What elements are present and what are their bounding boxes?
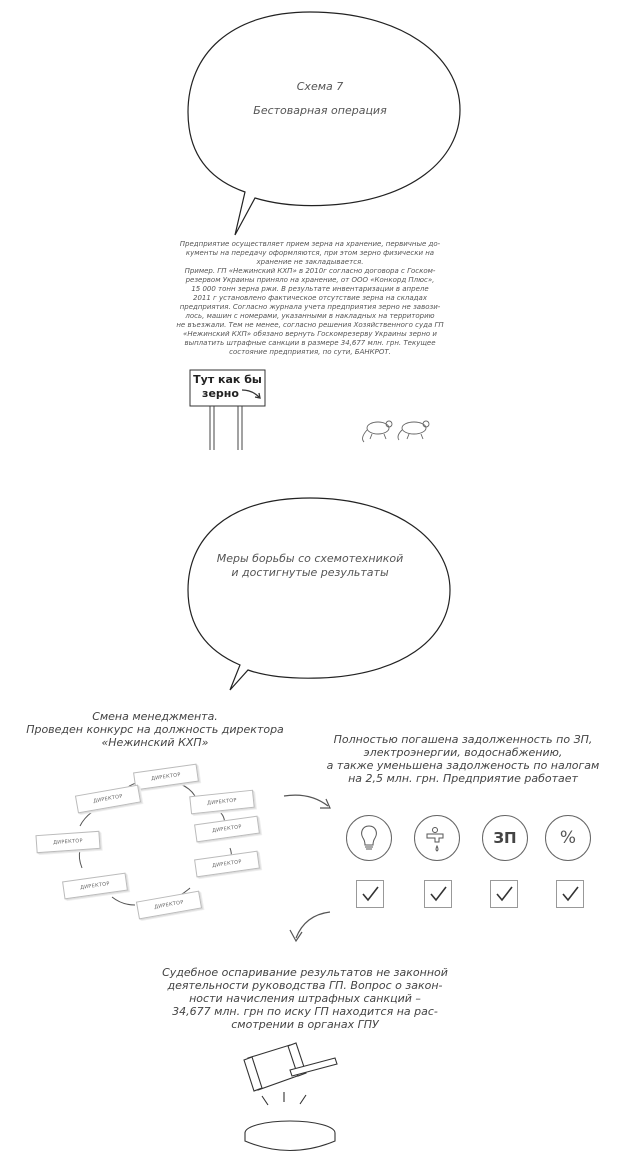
director-card: ДИРЕКТОР	[133, 764, 199, 791]
rats-drawing	[363, 421, 429, 442]
results-line-4: на 2,5 млн. грн. Предприятие работает	[348, 772, 578, 785]
salary-icon: ЗП	[482, 815, 528, 861]
management-line-2: Проведен конкурс на должность директора	[26, 723, 284, 736]
director-card: ДИРЕКТОР	[189, 790, 255, 815]
paragraph-line: Предприятие осуществляет прием зерна на хранение, первичные до-	[179, 240, 441, 248]
paragraph-line: 2011 г установлено фактическое отсутствие зерна на складах	[193, 294, 427, 302]
bubble-2-text	[200, 552, 420, 580]
paragraph-line: «Нежинский КХП» обязано вернуть Госкомрезерву Украины зерно и	[183, 330, 437, 338]
check-icon	[490, 880, 518, 908]
paragraph-line: выплатить штрафные санкции в размере 34,677 млн. грн. Текущее	[184, 339, 436, 347]
percent-icon: %	[545, 815, 591, 861]
management-line-1: Смена менеджмента.	[92, 710, 218, 723]
paragraph-line: состояние предприятия, по сути, БАНКРОТ.	[229, 348, 391, 356]
paragraph-line: хранение не закладывается.	[256, 258, 364, 266]
paragraph-line: 15 000 тонн зерна ржи. В результате инвентаризации в апреле	[191, 285, 429, 293]
speech-bubble-1	[188, 12, 460, 235]
paragraph-line: лось, машин с номерами, указанными в накладных на территорию	[185, 312, 435, 320]
paragraph-line: предприятия. Согласно журнала учета предприятия зерно не завози-	[179, 303, 441, 311]
lightbulb-icon	[346, 815, 392, 861]
court-line-5: смотрении в органах ГПУ	[231, 1018, 379, 1031]
director-card: ДИРЕКТОР	[194, 816, 260, 843]
check-icon	[356, 880, 384, 908]
bubble-1-subtitle: Бестоварная операция	[253, 104, 387, 117]
gavel-drawing	[244, 1043, 337, 1151]
bubble-2-line-2: и достигнутые результаты	[231, 566, 389, 579]
paragraph-line: Пример. ГП «Нежинский КХП» в 2010г согласно договора с Госком-	[184, 267, 436, 275]
director-card: ДИРЕКТОР	[35, 831, 100, 853]
check-icon	[556, 880, 584, 908]
management-text	[20, 710, 290, 749]
director-card: ДИРЕКТОР	[75, 785, 141, 814]
water-tap-icon	[414, 815, 460, 861]
results-line-3: а также уменьшена задолженость по налогам	[326, 759, 600, 772]
description-paragraph	[160, 240, 460, 357]
arrow-to-results	[284, 795, 328, 806]
sign-text	[190, 373, 265, 401]
director-card: ДИРЕКТОР	[194, 851, 260, 878]
paragraph-line: не въезжали. Тем не менее, согласно решения Хозяйственного суда ГП	[176, 321, 444, 329]
court-text	[150, 966, 460, 1031]
speech-bubble-2	[188, 498, 450, 690]
bubble-1-title: Схема 7	[296, 80, 344, 93]
check-icon	[424, 880, 452, 908]
results-line-1: Полностью погашена задолженность по ЗП,	[333, 733, 593, 746]
director-card: ДИРЕКТОР	[136, 891, 202, 920]
court-line-3: ности начисления штрафных санкций –	[189, 992, 421, 1005]
director-card: ДИРЕКТОР	[62, 873, 128, 900]
court-line-1: Судебное оспаривание результатов не законной	[162, 966, 448, 979]
court-line-4: 34,677 млн. грн по иску ГП находится на рас-	[172, 1005, 438, 1018]
management-line-3: «Нежинский КХП»	[101, 736, 209, 749]
results-line-2: электроэнергии, водоснабжению,	[363, 746, 563, 759]
sign-line-1: Тут как бы	[193, 373, 262, 386]
court-line-2: деятельности руководства ГП. Вопрос о закон-	[167, 979, 443, 992]
bubble-2-line-1: Меры борьбы со схемотехникой	[216, 552, 404, 565]
sign-line-2: зерно	[202, 387, 239, 400]
paragraph-line: резервом Украины приняло на хранение, от ООО «Конкорд Плюс»,	[185, 276, 435, 284]
results-text	[318, 733, 608, 785]
paragraph-line: кументы на передачу оформляются, при этом зерно физически на	[185, 249, 435, 257]
